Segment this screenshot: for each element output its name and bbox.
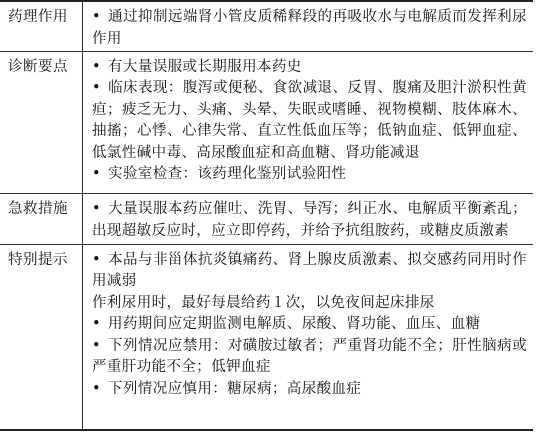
table-row [0, 1, 533, 51]
row-label: 诊断要点 [8, 58, 68, 75]
bullet-icon: • [92, 251, 101, 268]
content-line [92, 7, 527, 50]
bullet-icon: • [92, 58, 101, 75]
content-line [92, 314, 527, 336]
bullet-icon: • [92, 9, 101, 25]
line-text: 用药期间应定期监测电解质、尿酸、肾功能、血压、血糖 [108, 316, 481, 333]
line-text: 作利尿用时，最好每晨给药１次，以免夜间起床排尿 [92, 294, 435, 311]
content-line [92, 336, 527, 379]
content-line [92, 78, 527, 164]
line-text: 实验室检查：该药理化鉴别试验阳性 [108, 166, 347, 183]
line-text: 临床表现：腹泻或便秘、食欲减退、反胃、腹痛及胆汁淤积性黄疸；疲乏无力、头痛、头晕、失眠或嗜睡、视物模糊、肢体麻木、抽搐；心悸、心律失常、直立性低血压等；低钠血症、低钾血症、低氯性碱中毒、高尿酸血症和高血糖、肾功能减退 [92, 80, 527, 161]
bullet-icon: • [92, 380, 101, 397]
row-content [83, 194, 533, 242]
table-row [0, 51, 533, 193]
line-text: 下列情况应禁用：对磺胺过敏者；严重肾功能不全；肝性脑病或严重肝功能不全；低钾血症 [92, 337, 527, 376]
content-line [92, 250, 527, 293]
content-line [92, 57, 527, 79]
row-content-cell [83, 51, 534, 193]
table-body [0, 1, 533, 430]
bullet-icon: • [92, 80, 101, 97]
line-text: 下列情况应慎用：糖尿病；高尿酸血症 [108, 380, 362, 397]
row-label-cell [0, 51, 83, 193]
content-line [92, 379, 527, 401]
row-label: 急救措施 [8, 201, 68, 218]
row-label: 药理作用 [8, 9, 68, 25]
row-label-cell [0, 194, 83, 244]
content-line [92, 293, 527, 315]
line-text: 有大量误服或长期服用本药史 [108, 58, 302, 75]
line-text: 本品与非甾体抗炎镇痛药、肾上腺皮质激素、拟交感药同用时作用减弱 [92, 251, 527, 290]
content-line [92, 164, 527, 186]
row-label-cell [0, 1, 83, 51]
row-content-cell [83, 194, 534, 244]
row-content-cell [83, 244, 534, 430]
table-row [0, 244, 533, 430]
row-content-cell [83, 1, 534, 51]
bullet-icon: • [92, 337, 101, 354]
row-content [83, 52, 533, 186]
line-text: 通过抑制远端肾小管皮质稀释段的再吸收水与电解质而发挥利尿作用 [92, 9, 527, 47]
row-content [83, 245, 533, 401]
bullet-icon: • [92, 201, 101, 218]
row-label-cell [0, 244, 83, 430]
table-row [0, 194, 533, 244]
bullet-icon: • [92, 166, 101, 183]
content-line [92, 199, 527, 242]
row-label: 特别提示 [8, 251, 68, 268]
line-text: 大量误服本药应催吐、洗胃、导泻；纠正水、电解质平衡紊乱；出现超敏反应时，应立即停药，并给予抗组胺药，或糖皮质激素 [92, 201, 527, 239]
row-content [83, 2, 533, 50]
bullet-icon: • [92, 316, 101, 333]
